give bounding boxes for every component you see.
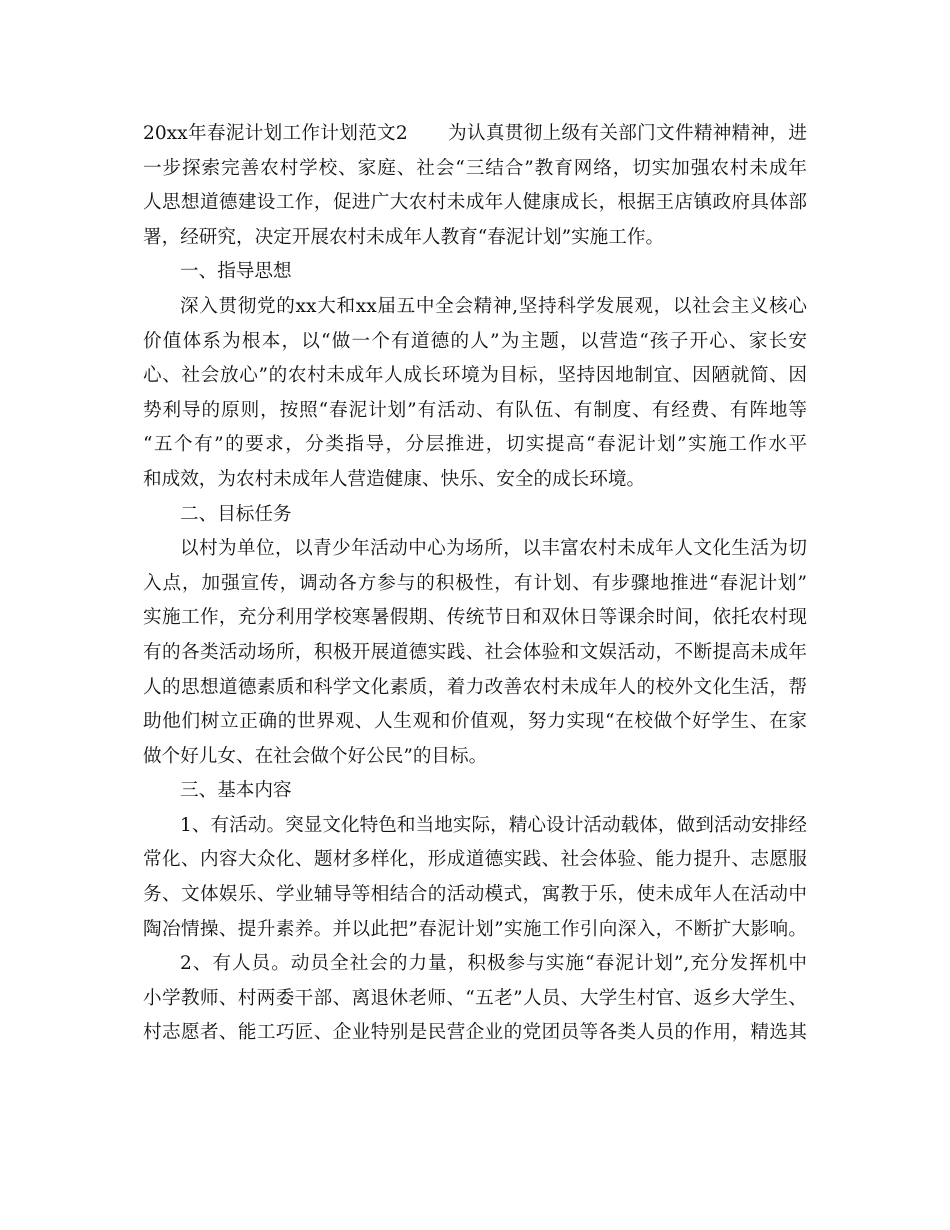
section1-line-4: 势利导的原则，按照“春泥计划”有活动、有队伍、有制度、有经费、有阵地等 [143,399,807,421]
section-heading-3: 三、基本内容 [180,780,292,802]
document-title: 20xx年春泥计划工作计划范文2 [143,123,408,144]
section-heading-2: 二、目标任务 [180,503,292,525]
intro-line-3: 人思想道德建设工作，促进广大农村未成年人健康成长，根据王店镇政府具体部 [143,192,807,214]
item2-line-3: 村志愿者、能工巧匠、企业特别是民营企业的党团员等各类人员的作用，精选其 [143,1022,807,1044]
item1-line-4: 陶冶情操、提升素养。并以此把”春泥计划”实施工作引向深入，不断扩大影响。 [143,918,807,940]
section1-line-2: 价值体系为根本，以“做一个有道德的人”为主题，以营造“孩子开心、家长安 [143,330,807,352]
section2-line-6: 助他们树立正确的世界观、人生观和价值观，努力实现“在校做个好学生、在家 [143,711,807,733]
item1-line-2: 常化、内容大众化、题材多样化，形成道德实践、社会体验、能力提升、志愿服 [143,849,807,871]
item2-line-2: 小学教师、村两委干部、离退休老师、“五老”人员、大学生村官、返乡大学生、 [143,987,807,1009]
title-line [143,117,807,152]
intro-line-2: 一步探索完善农村学校、家庭、社会“三结合”教育网络，切实加强农村未成年 [143,157,807,179]
section1-line-1: 深入贯彻党的xx大和xx届五中全会精神,坚持科学发展观，以社会主义核心 [180,295,807,317]
section2-line-4: 有的各类活动场所，积极开展道德实践、社会体验和文娱活动，不断提高未成年 [143,641,807,663]
section2-line-5: 人的思想道德素质和科学文化素质，着力改善农村未成年人的校外文化生活，帮 [143,676,807,698]
section2-line-1: 以村为单位，以青少年活动中心为场所，以丰富农村未成年人文化生活为切 [180,538,807,560]
item1-line-3: 务、文体娱乐、学业辅导等相结合的活动模式，寓教于乐，使未成年人在活动中 [143,884,807,906]
item1-line-1: 1、有活动。突显文化特色和当地实际，精心设计活动载体，做到活动安排经 [180,814,807,836]
document-body [143,117,807,1051]
section1-line-6: 和成效，为农村未成年人营造健康、快乐、安全的成长环境。 [143,468,646,490]
section2-line-7: 做个好儿女、在社会做个好公民”的目标。 [143,745,488,767]
section2-line-3: 实施工作，充分利用学校寒暑假期、传统节日和双休日等课余时间，依托农村现 [143,607,807,629]
section1-line-5: “五个有”的要求，分类指导，分层推进，切实提高“春泥计划”实施工作水平 [143,434,807,456]
section-heading-1: 一、指导思想 [180,261,292,283]
item2-line-1: 2、有人员。动员全社会的力量，积极参与实施“春泥计划”,充分发挥机中 [180,953,807,975]
intro-line-4: 署，经研究，决定开展农村未成年人教育“春泥计划”实施工作。 [143,226,665,248]
intro-line-1: 为认真贯彻上级有关部门文件精神精神，进 [447,123,807,144]
section2-line-2: 入点，加强宣传，调动各方参与的积极性，有计划、有步骤地推进“春泥计划” [143,572,807,594]
section1-line-3: 心、社会放心”的农村未成年人成长环境为目标，坚持因地制宜、因陋就简、因 [143,365,807,387]
